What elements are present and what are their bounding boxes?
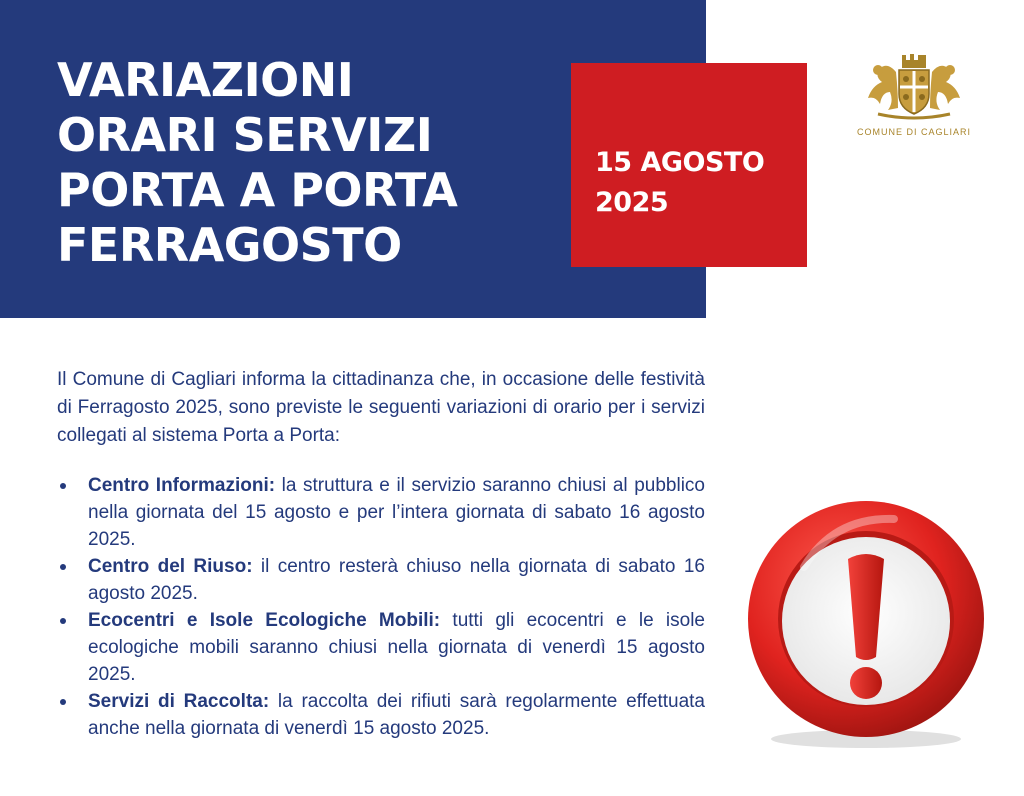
bullet-icon [60, 483, 66, 489]
headline-line: FERRAGOSTO [57, 218, 402, 272]
date-line: 2025 [595, 187, 669, 218]
headline-line: ORARI SERVIZI [57, 108, 433, 162]
item-text: tutti gli ecocentri e le isole ecologiche mobili saranno chiusi nella giornata di venerdì 15 agosto 2025. [88, 610, 705, 685]
list-item [57, 607, 705, 688]
headline-line: PORTA A PORTA [57, 163, 458, 217]
item-title: Centro del Riuso: [88, 556, 253, 577]
date-box [571, 63, 807, 267]
item-title: Servizi di Raccolta: [88, 691, 270, 712]
cagliari-coat-of-arms-icon [858, 52, 970, 122]
exclamation-warning-icon [744, 497, 988, 751]
item-title: Centro Informazioni: [88, 475, 276, 496]
bullet-icon [60, 564, 66, 570]
intro-paragraph: Il Comune di Cagliari informa la cittadinanza che, in occasione delle festività di Ferragosto 2025, sono previste le seguenti variazioni di orario per i servizi collegati al sistema Porta a Porta: [57, 369, 705, 446]
crest-caption: COMUNE DI CAGLIARI [856, 127, 971, 137]
service-variations-list [57, 472, 705, 742]
bullet-icon [60, 699, 66, 705]
item-title: Ecocentri e Isole Ecologiche Mobili: [88, 610, 441, 631]
item-text: la struttura e il servizio saranno chiusi al pubblico nella giornata del 15 agosto e per l’intera giornata di sabato 16 agosto 2025. [88, 475, 705, 550]
headline-line: VARIAZIONI [57, 53, 354, 107]
date-text [595, 143, 764, 223]
item-text: la raccolta dei rifiuti sarà regolarmente effettuata anche nella giornata di venerdì 15 agosto 2025. [88, 691, 705, 739]
date-line: 15 AGOSTO [595, 147, 765, 178]
bullet-icon [60, 618, 66, 624]
list-item [57, 688, 705, 742]
list-item [57, 472, 705, 553]
list-item [57, 553, 705, 607]
item-text: il centro resterà chiuso nella giornata di sabato 16 agosto 2025. [88, 556, 705, 604]
headline [57, 53, 557, 273]
